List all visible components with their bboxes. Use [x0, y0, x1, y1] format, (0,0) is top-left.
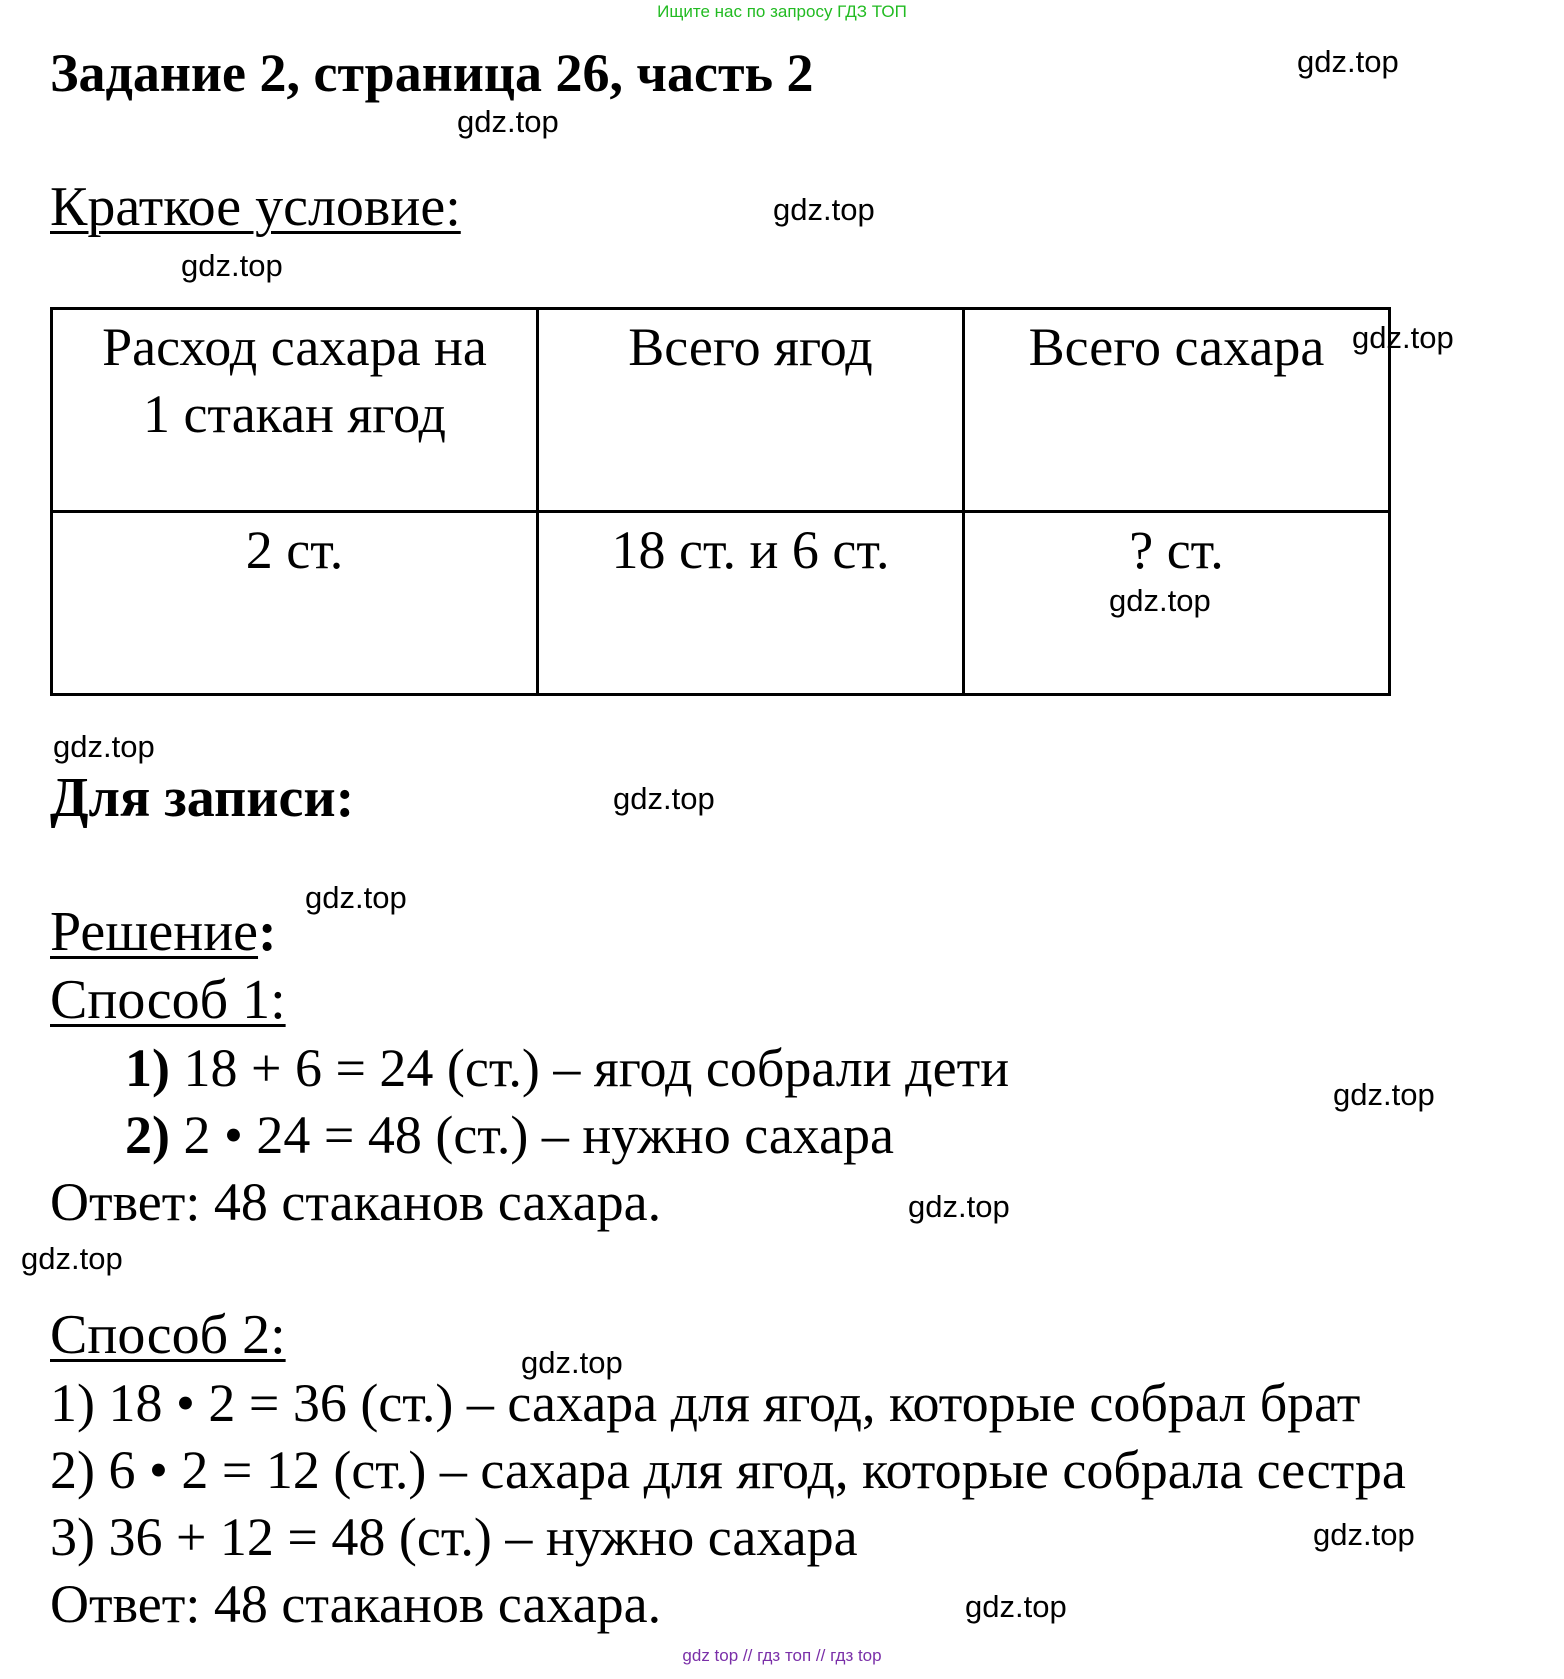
watermark: gdz.top [773, 192, 875, 227]
watermark: gdz.top [181, 248, 283, 283]
cell-sugar-per-cup: 2 ст. [52, 512, 538, 695]
header-sugar-per-cup: Расход сахара на 1 стакан ягод [52, 309, 538, 512]
watermark: gdz.top [521, 1345, 623, 1380]
short-condition-heading: Краткое условие: [50, 176, 461, 238]
top-banner: Ищите нас по запросу ГДЗ ТОП [657, 2, 907, 21]
table-header-row [52, 309, 1390, 512]
condition-table [50, 307, 1391, 696]
solution-heading-text: Решение [50, 901, 259, 963]
method1-step-2-number: 2) [125, 1105, 170, 1165]
solution-heading-colon: : [258, 901, 277, 963]
watermark: gdz.top [1297, 44, 1399, 79]
method2-heading: Способ 2: [50, 1304, 286, 1366]
method1-step-1-text: 18 + 6 = 24 (ст.) – ягод собрали дети [183, 1038, 1010, 1098]
method1-answer: Ответ: 48 стаканов сахара. [50, 1172, 662, 1232]
watermark: gdz.top [965, 1589, 1067, 1624]
watermark: gdz.top [305, 880, 407, 915]
method1-step-2 [125, 1104, 894, 1166]
watermark: gdz.top [1333, 1077, 1435, 1112]
watermark: gdz.top [1352, 320, 1454, 355]
method2-step-2: 2) 6 • 2 = 12 (ст.) – сахара для ягод, которые собрала сестра [50, 1440, 1406, 1500]
page-title: Задание 2, страница 26, часть 2 [50, 43, 814, 103]
bottom-banner: gdz top // гдз топ // гдз top [682, 1646, 882, 1665]
method2-step-1: 1) 18 • 2 = 36 (ст.) – сахара для ягод, которые собрал брат [50, 1373, 1361, 1433]
method1-step-1 [125, 1037, 1009, 1099]
method2-answer: Ответ: 48 стаканов сахара. [50, 1574, 662, 1634]
record-heading: Для записи: [50, 767, 355, 829]
watermark: gdz.top [613, 781, 715, 816]
watermark: gdz.top [908, 1189, 1010, 1224]
method2-step-3: 3) 36 + 12 = 48 (ст.) – нужно сахара [50, 1507, 858, 1567]
cell-total-berries: 18 ст. и 6 ст. [538, 512, 964, 695]
method1-step-2-text: 2 • 24 = 48 (ст.) – нужно сахара [183, 1105, 895, 1165]
solution-heading [50, 900, 277, 964]
watermark: gdz.top [21, 1241, 123, 1276]
cell-total-sugar: ? ст. [964, 512, 1390, 695]
watermark: gdz.top [1313, 1517, 1415, 1552]
watermark: gdz.top [457, 104, 559, 139]
watermark: gdz.top [53, 729, 155, 764]
watermark: gdz.top [1109, 583, 1211, 618]
header-total-berries: Всего ягод [538, 309, 964, 512]
method1-step-1-number: 1) [125, 1038, 170, 1098]
header-total-sugar: Всего сахара [964, 309, 1390, 512]
method1-heading: Способ 1: [50, 969, 286, 1031]
